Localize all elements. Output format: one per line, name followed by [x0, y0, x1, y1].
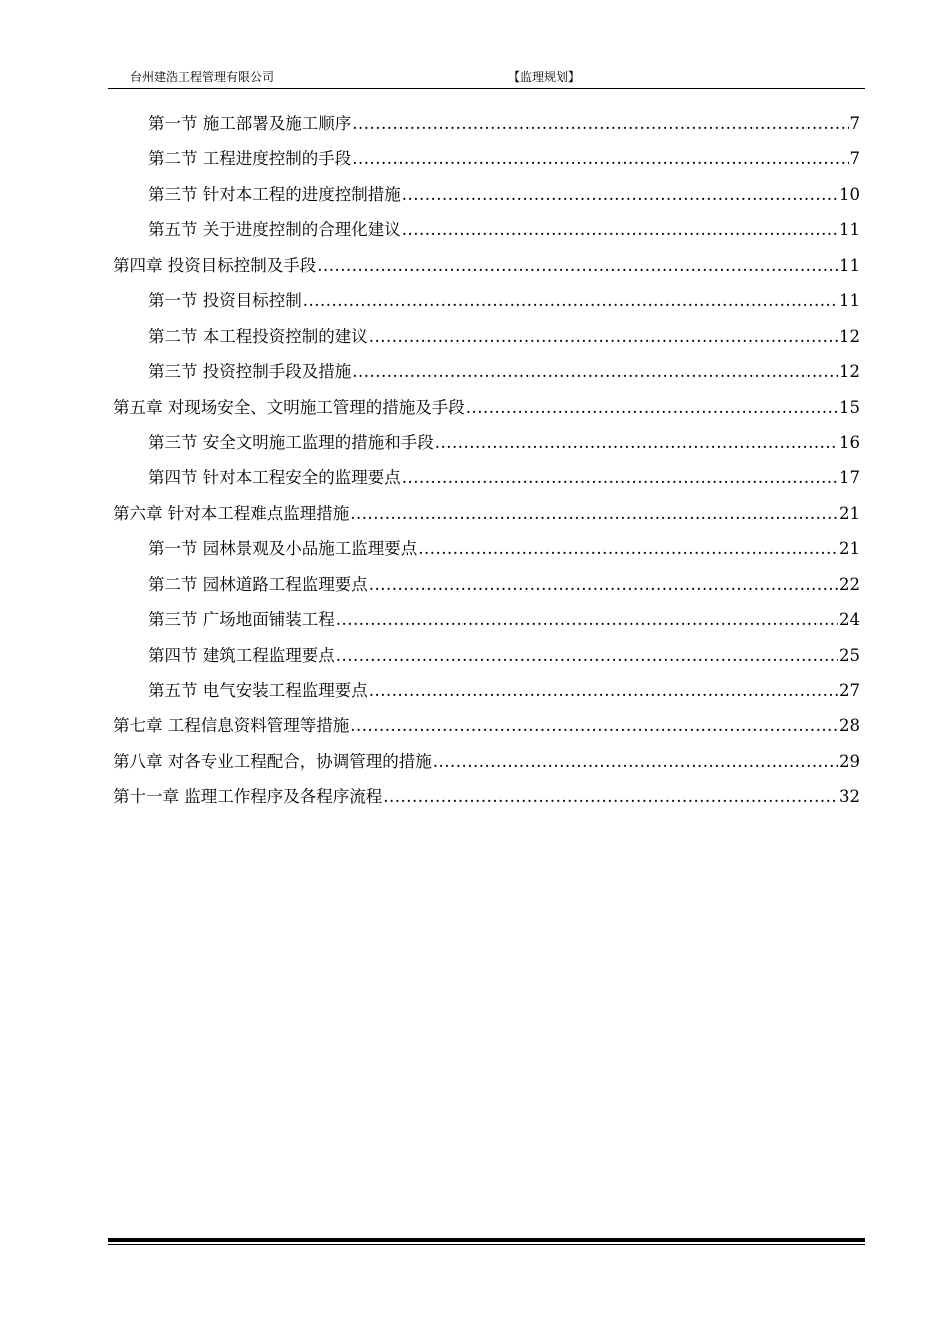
- toc-entry[interactable]: [113, 531, 860, 566]
- toc-chapter-entry[interactable]: [113, 390, 860, 425]
- toc-entry-page: 7: [849, 114, 860, 133]
- toc-entry-page: 24: [839, 610, 860, 630]
- toc-dot-leader: [350, 496, 838, 531]
- toc-entry-page: 15: [839, 397, 860, 417]
- toc-entry[interactable]: [113, 212, 860, 247]
- footer-rule-thick: [108, 1238, 865, 1242]
- toc-chapter-entry[interactable]: [113, 779, 860, 814]
- toc-entry[interactable]: [113, 425, 860, 460]
- toc-dot-leader: [369, 567, 838, 602]
- toc-entry[interactable]: [113, 567, 860, 602]
- header-company-name: 台州建浩工程管理有限公司: [130, 70, 275, 84]
- toc-dot-leader: [402, 177, 838, 212]
- toc-dot-leader: [352, 354, 838, 389]
- toc-entry[interactable]: [113, 602, 860, 637]
- toc-entry-page: 10: [839, 184, 860, 204]
- toc-entry[interactable]: [113, 177, 860, 212]
- toc-entry-page: 29: [839, 751, 860, 771]
- toc-entry-title: 第五节 关于进度控制的合理化建议: [148, 220, 401, 240]
- toc-entry-page: 12: [839, 362, 860, 382]
- toc-chapter-entry[interactable]: [113, 496, 860, 531]
- toc-chapter-entry[interactable]: [113, 744, 860, 779]
- footer-rule-thin: [108, 1244, 865, 1245]
- toc-dot-leader: [383, 779, 838, 814]
- toc-dot-leader: [303, 283, 838, 318]
- toc-dot-leader: [352, 141, 848, 176]
- toc-entry[interactable]: [113, 673, 860, 708]
- toc-entry-title: 第二节 园林道路工程监理要点: [148, 574, 368, 594]
- table-of-contents: [113, 106, 860, 815]
- toc-entry[interactable]: [113, 354, 860, 389]
- toc-entry-title: 第三节 针对本工程的进度控制措施: [148, 184, 401, 204]
- toc-entry-page: 12: [839, 326, 860, 346]
- toc-entry[interactable]: [113, 283, 860, 318]
- toc-entry-title: 第十一章 监理工作程序及各程序流程: [113, 787, 383, 807]
- toc-dot-leader: [433, 744, 838, 779]
- toc-entry-page: 27: [839, 681, 860, 700]
- header-document-title: 【监理规划】: [508, 70, 581, 84]
- toc-entry[interactable]: [113, 460, 860, 495]
- toc-entry[interactable]: [113, 319, 860, 354]
- toc-entry[interactable]: [113, 106, 860, 141]
- toc-entry-title: 第四章 投资目标控制及手段: [113, 255, 317, 275]
- toc-entry-title: 第一节 投资目标控制: [148, 291, 302, 311]
- toc-entry-title: 第一节 施工部署及施工顺序: [148, 114, 352, 133]
- toc-entry-page: 32: [839, 787, 860, 807]
- toc-entry-title: 第五节 电气安装工程监理要点: [148, 681, 368, 700]
- toc-entry-page: 11: [839, 291, 860, 311]
- toc-dot-leader: [350, 708, 838, 743]
- toc-dot-leader: [402, 460, 838, 495]
- toc-entry-page: 17: [839, 468, 860, 488]
- toc-dot-leader: [317, 248, 838, 283]
- toc-dot-leader: [369, 319, 838, 354]
- page-header: [108, 66, 865, 89]
- toc-dot-leader: [352, 106, 848, 141]
- toc-entry-title: 第四节 建筑工程监理要点: [148, 645, 335, 665]
- toc-entry-page: 25: [839, 645, 860, 665]
- toc-entry-title: 第七章 工程信息资料管理等措施: [113, 716, 350, 736]
- toc-entry-title: 第三节 安全文明施工监理的措施和手段: [148, 432, 434, 452]
- toc-entry-title: 第一节 园林景观及小品施工监理要点: [148, 539, 418, 559]
- toc-entry-page: 11: [839, 255, 860, 275]
- toc-entry-title: 第二节 工程进度控制的手段: [148, 149, 352, 169]
- toc-dot-leader: [466, 390, 838, 425]
- toc-entry-title: 第四节 针对本工程安全的监理要点: [148, 468, 401, 488]
- toc-entry[interactable]: [113, 638, 860, 673]
- toc-dot-leader: [336, 638, 838, 673]
- toc-entry-page: 7: [849, 149, 860, 169]
- toc-dot-leader: [402, 212, 838, 247]
- toc-entry-page: 21: [839, 503, 860, 523]
- toc-dot-leader: [418, 531, 838, 566]
- toc-entry-title: 第三节 投资控制手段及措施: [148, 362, 352, 382]
- toc-entry-title: 第八章 对各专业工程配合，协调管理的措施: [113, 751, 432, 771]
- toc-dot-leader: [369, 673, 838, 708]
- toc-entry[interactable]: [113, 141, 860, 176]
- toc-chapter-entry[interactable]: [113, 708, 860, 743]
- toc-entry-page: 22: [839, 574, 860, 594]
- toc-entry-title: 第六章 针对本工程难点监理措施: [113, 503, 350, 523]
- toc-entry-title: 第五章 对现场安全、文明施工管理的措施及手段: [113, 397, 465, 417]
- toc-chapter-entry[interactable]: [113, 248, 860, 283]
- toc-dot-leader: [435, 425, 838, 460]
- toc-entry-title: 第二节 本工程投资控制的建议: [148, 326, 368, 346]
- toc-entry-page: 16: [839, 432, 860, 452]
- toc-dot-leader: [336, 602, 838, 637]
- toc-entry-page: 11: [839, 220, 860, 240]
- toc-entry-page: 28: [839, 716, 860, 736]
- toc-entry-page: 21: [839, 539, 860, 559]
- toc-entry-title: 第三节 广场地面铺装工程: [148, 610, 335, 630]
